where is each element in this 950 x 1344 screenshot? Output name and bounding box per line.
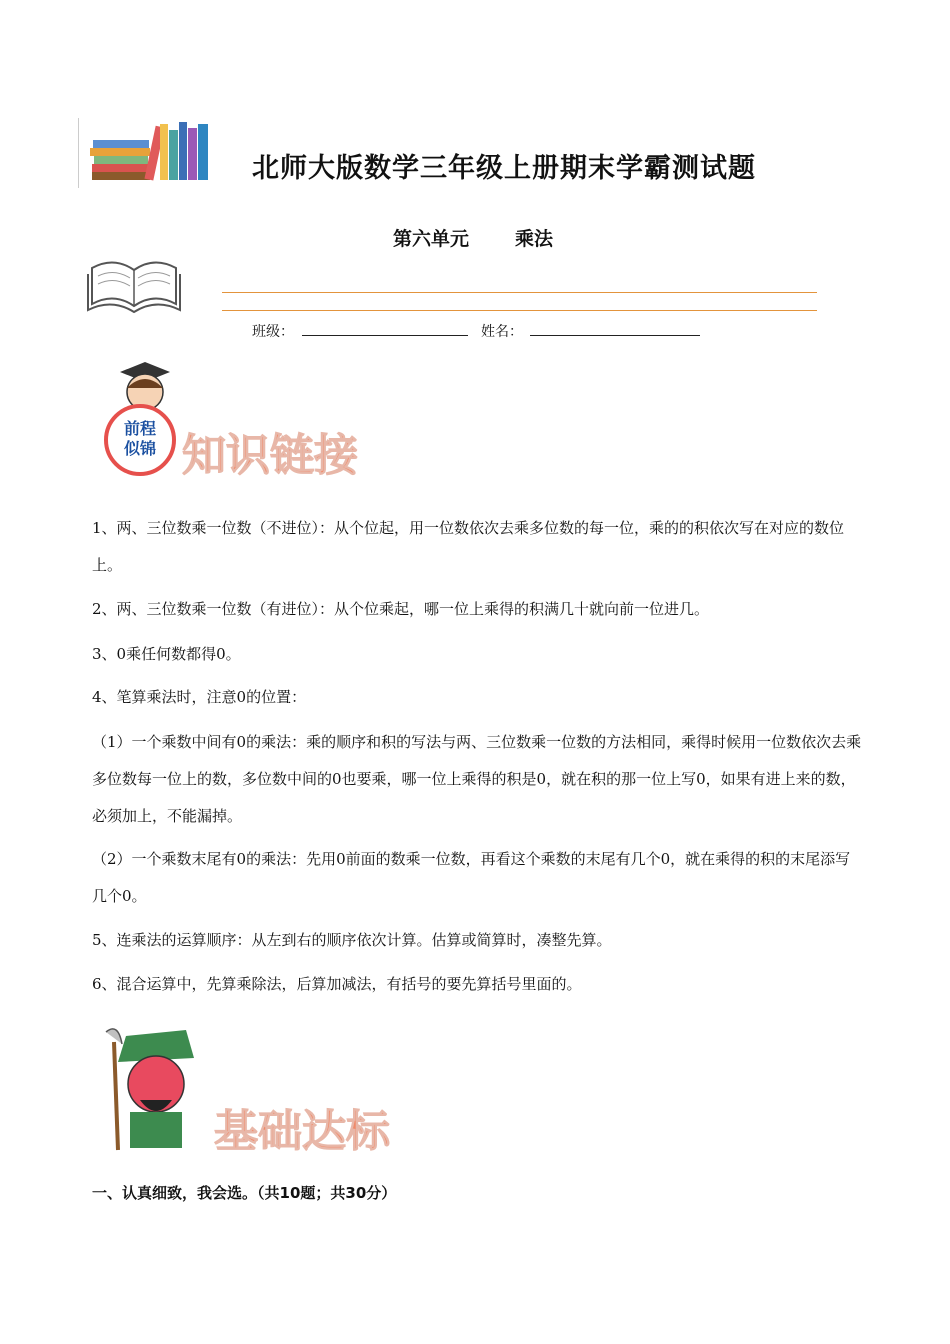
- unit-name: 乘法: [515, 228, 554, 250]
- knowledge-point-4: 4、笔算乘法时，注意0的位置：: [92, 688, 307, 706]
- decor-rule-bottom: [222, 310, 817, 311]
- page-title: 北师大版数学三年级上册期末学霸测试题: [252, 153, 756, 184]
- knowledge-point-2: 2、两、三位数乘一位数（有进位）：从个位乘起，哪一位上乘得的积满几十就向前一位进几。: [92, 600, 710, 618]
- knowledge-banner-title: 知识链接: [182, 430, 358, 481]
- name-field[interactable]: [530, 335, 700, 336]
- basic-banner-title: 基础达标: [214, 1106, 390, 1157]
- knowledge-point-4-2: （2）一个乘数末尾有0的乘法：先用0前面的数乘一位数，再看这个乘数的末尾有几个0，就在乘得的积的末尾添写几个0。: [92, 850, 851, 905]
- section-heading: 一、认真细致，我会选。（共10题；共30分）: [92, 1184, 397, 1202]
- name-label: 姓名：: [481, 324, 523, 340]
- knowledge-banner: [90, 352, 390, 482]
- knowledge-point-3: 3、0乘任何数都得0。: [92, 645, 241, 663]
- badge-line2: 似锦: [123, 439, 157, 458]
- badge-line1: 前程: [123, 419, 157, 438]
- header-divider: [78, 118, 79, 188]
- decor-rule-top: [222, 292, 817, 293]
- open-book-icon: [84, 248, 184, 318]
- knowledge-point-1: 1、两、三位数乘一位数（不进位）：从个位起，用一位数依次去乘多位数的每一位，乘的的积依次写在对应的数位上。: [92, 519, 845, 574]
- knowledge-point-5: 5、连乘法的运算顺序：从左到右的顺序依次计算。估算或简算时，凑整先算。: [92, 931, 612, 949]
- class-field[interactable]: [302, 335, 468, 336]
- knowledge-point-4-1: （1）一个乘数中间有0的乘法：乘的顺序和积的写法与两、三位数乘一位数的方法相同，乘得时候用一位数依次去乘多位数每一位上的数，多位数中间的0也要乘，哪一位上乘得的积是0，就在积的那一位上写0，如果有进上来的数，必须加上，不能漏掉。: [92, 733, 862, 825]
- basic-banner: [96, 1022, 446, 1162]
- class-label: 班级：: [252, 324, 294, 340]
- books-icon: [90, 120, 212, 182]
- unit-number: 第六单元: [393, 228, 470, 250]
- knowledge-point-6: 6、混合运算中，先算乘除法，后算加减法，有括号的要先算括号里面的。: [92, 975, 582, 993]
- general-mascot-icon: [106, 1029, 194, 1150]
